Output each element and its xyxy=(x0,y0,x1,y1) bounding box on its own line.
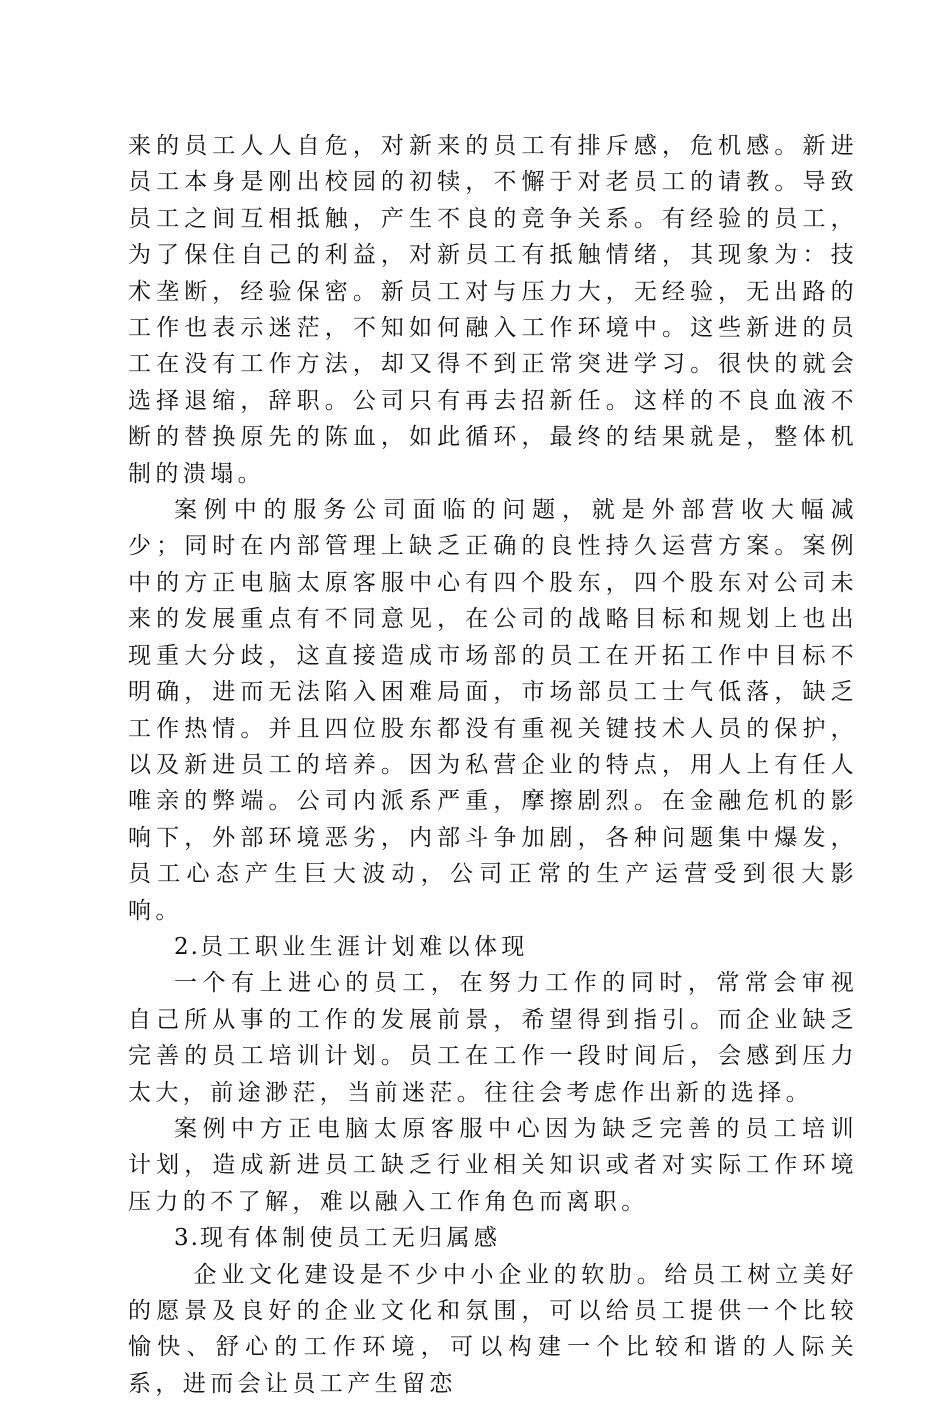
section-number: 2. xyxy=(174,933,200,960)
document-page xyxy=(128,128,858,1402)
paragraph-case-analysis: 案例中的服务公司面临的问题，就是外部营收大幅减少；同时在内部管理上缺乏正确的良性持久运营方案。案例中的方正电脑太原客服中心有四个股东，四个股东对公司未来的发展重点有不同意见，在公司的战略目标和规划上也出现重大分歧，这直接造成市场部的员工在开拓工作中目标不明确，进而无法陷入困难局面，市场部员工士气低落，缺乏工作热情。并且四位股东都没有重视关键技术人员的保护，以及新进员工的培养。因为私营企业的特点，用人上有任人唯亲的弊端。公司内派系严重，摩擦剧烈。在金融危机的影响下，外部环境恶劣，内部斗争加剧，各种问题集中爆发，员工心态产生巨大波动，公司正常的生产运营受到很大影响。 xyxy=(128,497,858,924)
section-title: 员工职业生涯计划难以体现 xyxy=(199,933,529,960)
paragraph-case-training: 案例中方正电脑太原客服中心因为缺乏完善的员工培训计划，造成新进员工缺乏行业相关知识或者对实际工作环境压力的不了解，难以融入工作角色而离职。 xyxy=(128,1115,858,1215)
section-number: 3. xyxy=(174,1225,200,1252)
section-heading-3 xyxy=(128,1220,858,1256)
paragraph-career-plan: 一个有上进心的员工，在努力工作的同时，常常会审视自己所从事的工作的发展前景，希望得到指引。而企业缺乏完善的员工培训计划。员工在工作一段时间后，会感到压力太大，前途渺茫，当前迷茫。往往会考虑作出新的选择。 xyxy=(128,970,858,1106)
section-heading-2 xyxy=(128,929,858,965)
paragraph-continued: 来的员工人人自危，对新来的员工有排斥感，危机感。新进员工本身是刚出校园的初犊，不懈于对老员工的请教。导致员工之间互相抵触，产生不良的竞争关系。有经验的员工，为了保住自己的利益，对新员工有抵触情绪，其现象为：技术垄断，经验保密。新员工对与压力大，无经验，无出路的工作也表示迷茫，不知如何融入工作环境中。这些新进的员工在没有工作方法，却又得不到正常突进学习。很快的就会选择退缩，辞职。公司只有再去招新任。这样的不良血液不断的替换原先的陈血，如此循环，最终的结果就是，整体机制的溃塌。 xyxy=(128,133,858,487)
paragraph-corporate-culture: 企业文化建设是不少中小企业的软肋。给员工树立美好的愿景及良好的企业文化和氛围，可以给员工提供一个比较愉快、舒心的工作环境，可以构建一个比较和谐的人际关系，进而会让员工产生留恋 xyxy=(128,1261,858,1397)
section-title: 现有体制使员工无归属感 xyxy=(199,1225,502,1252)
